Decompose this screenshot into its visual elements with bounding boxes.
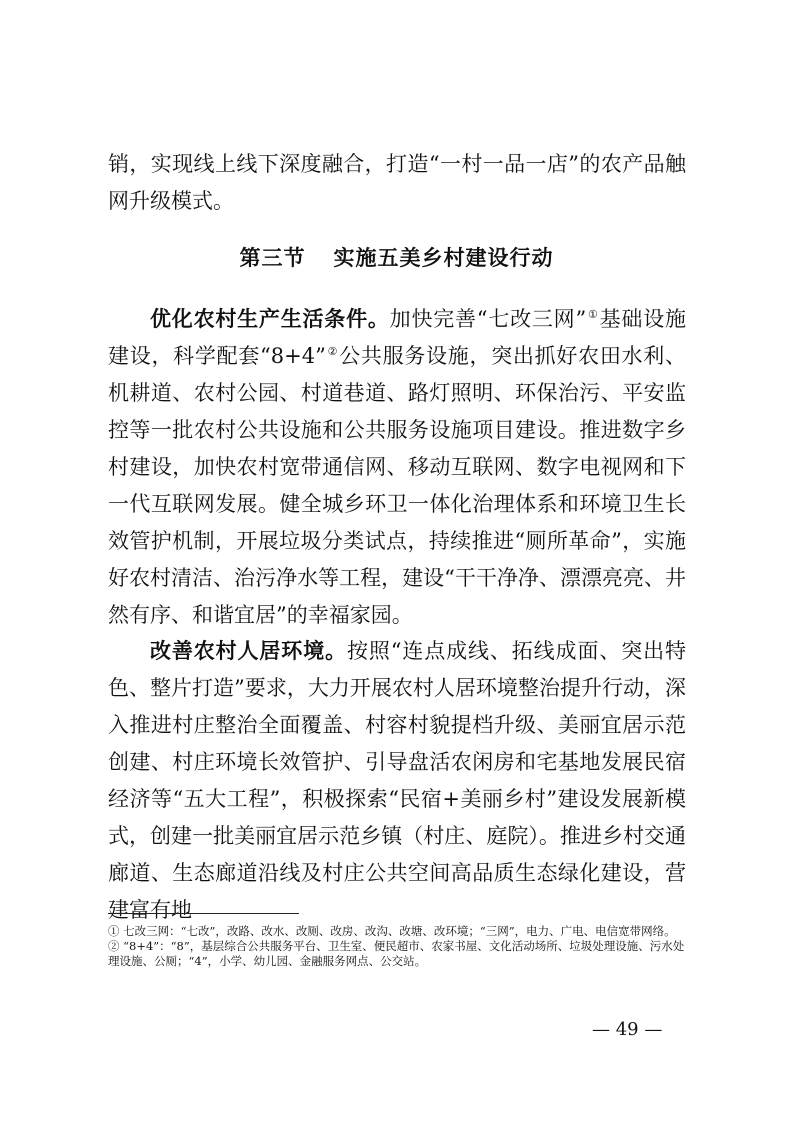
section-number: 第三节 [239, 245, 306, 270]
footnote-item: ① 七改三网：“七改”，改路、改水、改厕、改房、改沟、改塘、改环境；“三网”，电力、广电、电信宽带网络。 [108, 924, 676, 938]
paragraph-living-conditions [108, 300, 686, 634]
footnote-divider [108, 913, 299, 914]
footnote-ref-2[interactable]: ② [326, 345, 339, 358]
section-heading [0, 243, 793, 273]
paragraph-lead: 优化农村生产生活条件。 [150, 306, 390, 331]
paragraph-text: 基础设施建设，科学配套“8+4” [108, 307, 686, 368]
section-title: 实施五美乡村建设行动 [333, 245, 554, 270]
paragraph-living-environment [108, 632, 686, 929]
page-number: — 49 — [592, 1019, 663, 1040]
paragraph-lead: 改善农村人居环境。 [150, 638, 347, 663]
paragraph-text: 公共服务设施，突出抓好农田水利、机耕道、农村公园、村道巷道、路灯照明、环保治污、平安监控等一批农村公共设施和公共服务设施项目建设。推进数字乡村建设，加快农村宽带通信网、移动互联网、数字电视网和下一代互联网发展。健全城乡环卫一体化治理体系和环境卫生长效管护机制，开展垃圾分类试点，持续推进“厕所革命”，实施好农村清洁、治污净水等工程，建设“干干净净、漂漂亮亮、井然有序、和谐宜居”的幸福家园。 [108, 344, 686, 627]
paragraph-continuation: 销，实现线上线下深度融合，打造“一村一品一店”的农产品触网升级模式。 [108, 152, 686, 213]
footnote-ref-1[interactable]: ① [587, 308, 599, 321]
footnote-list [108, 924, 686, 969]
paragraph-text: 加快完善“七改三网” [389, 307, 587, 331]
paragraph-text: 按照“连点成线、拓线成面、突出特色、整片打造”要求，大力开展农村人居环境整治提升行动，深入推进村庄整治全面覆盖、村容村貌提档升级、美丽宜居示范创建、村庄环境长效管护、引导盘活农闲房和宅基地发展民宿经济等“五大工程”，积极探索“民宿+美丽乡村”建设发展新模式，创建一批美丽宜居示范乡镇（村庄、庭院）。推进乡村交通廊道、生态廊道沿线及村庄公共空间高品质生态绿化建设，营建富有地 [108, 639, 686, 922]
footnote-item: ② “8+4”：“8”，基层综合公共服务平台、卫生室、便民超市、农家书屋、文化活动场所、垃圾处理设施、污水处理设施、公厕；“4”，小学、幼儿园、金融服务网点、公交站。 [108, 939, 685, 968]
